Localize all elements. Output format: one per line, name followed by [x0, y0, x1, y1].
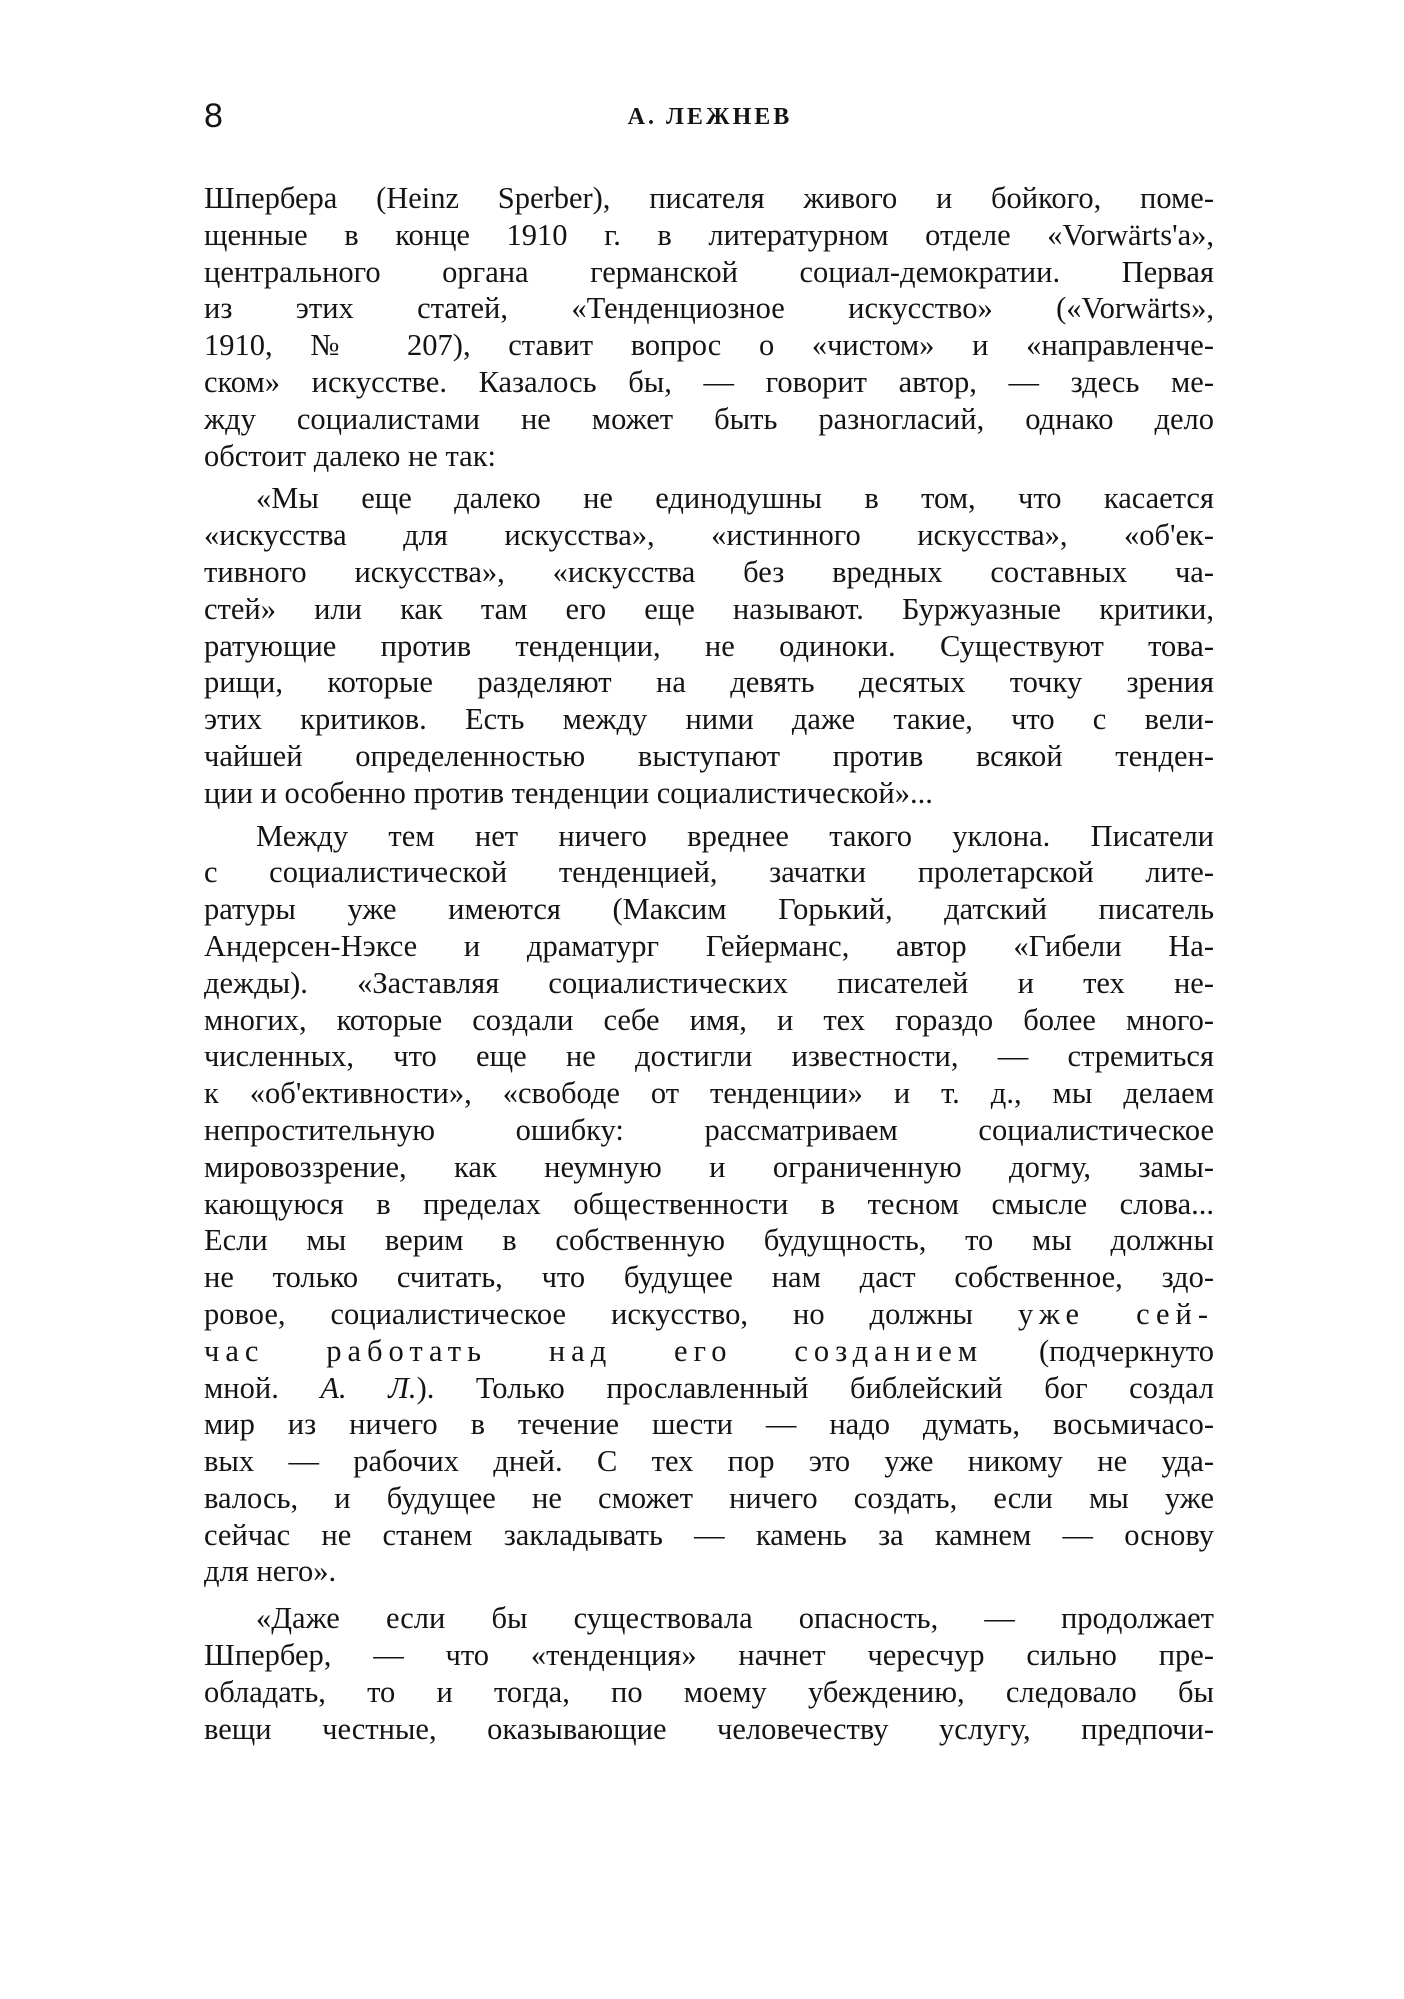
text-line: [204, 1370, 1214, 1407]
body-text: [204, 180, 1214, 1747]
text-line: стей» или как там его еще называют. Буржуазные критики,: [204, 591, 1214, 626]
text-line: мир из ничего в течение шести — надо думать, восьмичасо-: [204, 1407, 1214, 1442]
text-line: для него».: [204, 1554, 337, 1589]
paragraph: [204, 1600, 1214, 1747]
paragraph: [204, 818, 1214, 1591]
text-run: мной.: [204, 1370, 321, 1405]
text-line: не только считать, что будущее нам даст собственное, здо-: [204, 1260, 1214, 1295]
text-line: валось, и будущее не сможет ничего создать, если мы уже: [204, 1480, 1214, 1515]
text-line: Андерсен-Нэксе и драматург Гейерманс, автор «Гибели На-: [204, 928, 1214, 963]
text-line: Шпербер, — что «тенденция» начнет чересчур сильно пре-: [204, 1638, 1214, 1673]
text-line: рищи, которые разделяют на девять десятых точку зрения: [204, 665, 1214, 700]
text-line: обладать, то и тогда, по моему убеждению, следовало бы: [204, 1674, 1214, 1709]
text-line: тивного искусства», «искусства без вредных составных ча-: [204, 554, 1214, 589]
text-line: [204, 1333, 1214, 1370]
text-line: чайшей определенностью выступают против всякой тенден-: [204, 738, 1214, 773]
text-line: 1910, № 207), ставит вопрос о «чистом» и «направленче-: [204, 328, 1214, 363]
text-run: (подчеркнуто: [983, 1333, 1215, 1368]
author-initials: А. Л.: [320, 1370, 417, 1405]
running-title: А. ЛЕЖНЕВ: [627, 104, 793, 130]
page-number: 8: [204, 97, 223, 135]
text-line: [204, 1296, 1214, 1333]
text-line: ратующие против тенденции, не одиноки. Существуют това-: [204, 628, 1214, 663]
text-line: Шпербера (Heinz Sperber), писателя живого и бойкого, поме-: [204, 181, 1214, 215]
text-line: Если мы верим в собственную будущность, то мы должны: [204, 1223, 1214, 1258]
text-run: ровое, социалистическое искусство, но должны: [204, 1296, 974, 1331]
text-line: ском» искусстве. Казалось бы, — говорит автор, — здесь ме-: [204, 364, 1214, 399]
text-line: щенные в конце 1910 г. в литературном отделе «Vorwärts'a»,: [204, 217, 1214, 252]
text-line: многих, которые создали себе имя, и тех гораздо более много-: [204, 1002, 1214, 1037]
quotation-paragraph: [204, 480, 1214, 811]
text-line: вещи честные, оказывающие человечеству услугу, предпочи-: [204, 1711, 1214, 1746]
text-line: непростительную ошибку: рассматриваем социалистическое: [204, 1112, 1214, 1147]
text-line: кающуюся в пределах общественности в тесном смысле слова...: [204, 1186, 1214, 1221]
emphasized-text: час работать над его созданием: [204, 1333, 984, 1368]
text-line: обстоит далеко не так:: [204, 438, 496, 473]
emphasized-text: уже сей-: [1018, 1296, 1215, 1331]
paragraph: [204, 180, 1214, 474]
text-line: «Даже если бы существовала опасность, — продолжает: [256, 1601, 1214, 1636]
text-line: «искусства для искусства», «истинного искусства», «об'ек-: [204, 518, 1214, 553]
text-line: вых — рабочих дней. С тех пор это уже никому не уда-: [204, 1444, 1214, 1479]
text-line: ратуры уже имеются (Максим Горький, датский писатель: [204, 892, 1214, 927]
text-line: Между тем нет ничего вреднее такого уклона. Писатели: [256, 818, 1214, 853]
text-line: центрального органа германской социал-демократии. Первая: [204, 254, 1214, 289]
text-run: ). Только прославленный библейский бог создал: [416, 1370, 1215, 1405]
text-line: «Мы еще далеко не единодушны в том, что касается: [256, 481, 1214, 516]
text-line: численных, что еще не достигли известности, — стремиться: [204, 1039, 1214, 1074]
text-line: из этих статей, «Тенденциозное искусство» («Vorwärts»,: [204, 291, 1214, 326]
text-line: с социалистической тенденцией, зачатки пролетарской лите-: [204, 855, 1214, 890]
text-line: ции и особенно против тенденции социалистической»...: [204, 775, 933, 810]
text-line: жду социалистами не может быть разногласий, однако дело: [204, 401, 1214, 436]
text-line: этих критиков. Есть между ними даже такие, что с вели-: [204, 702, 1214, 737]
text-line: мировоззрение, как неумную и ограниченную догму, замы-: [204, 1149, 1214, 1184]
text-line: к «об'ективности», «свободе от тенденции» и т. д., мы делаем: [204, 1076, 1214, 1111]
text-line: дежды). «Заставляя социалистических писателей и тех не-: [204, 965, 1214, 1000]
text-line: сейчас не станем закладывать — камень за камнем — основу: [204, 1517, 1214, 1552]
